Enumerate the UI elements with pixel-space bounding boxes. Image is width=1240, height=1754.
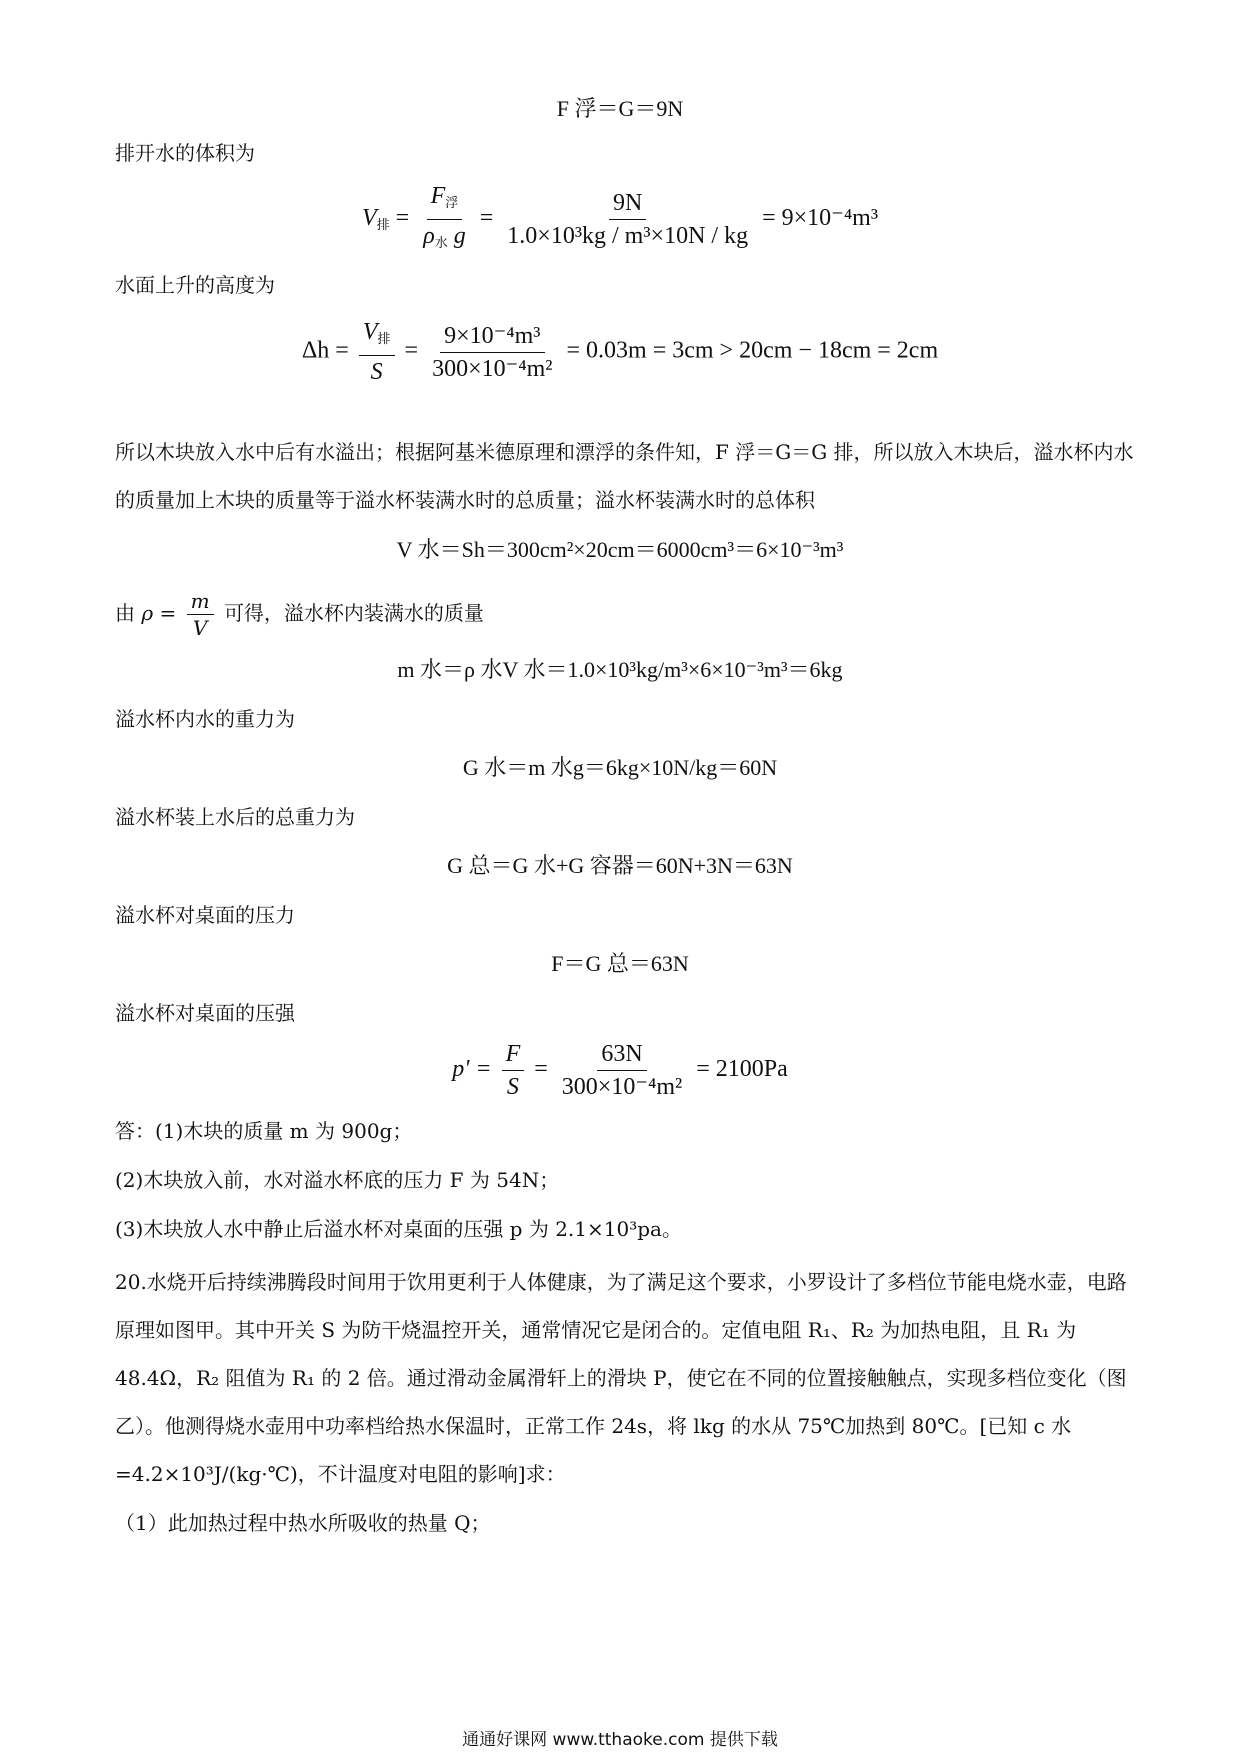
answer-1: 答：(1)木块的质量 m 为 900g； — [115, 1119, 413, 1143]
eq-p-frac1-num: F — [502, 1040, 525, 1071]
formula-buoyancy: F 浮＝G＝9N — [556, 96, 684, 121]
text-total-weight: 溢水杯装上水后的总重力为 — [115, 805, 355, 829]
formula-water-mass: m 水＝ρ 水V 水＝1.0×10³kg/m³×6×10⁻³m³＝6kg — [397, 657, 843, 682]
formula-total-volume: V 水＝Sh＝300cm²×20cm＝6000cm³＝6×10⁻³m³ — [396, 537, 844, 562]
eq-h-frac1-den: S — [370, 359, 383, 385]
rho-frac-num: m — [187, 590, 214, 615]
eq-h-frac1-num-sub: 排 — [377, 331, 391, 346]
eq-p-frac2-num: 63N — [597, 1040, 646, 1071]
eq-v-frac2-num: 9N — [609, 189, 646, 220]
equation-displaced-volume: $V_排$ = $\frac{F_浮}{\rho_水 g}$ = $\frac{9N}{\text{1.0×10³kg / m³×10N / kg}}$ = 9×10⁻⁴m³ — [0, 182, 1240, 257]
eq-p-lhs: p' = — [452, 1056, 492, 1083]
eq-h-lhs: Δh = — [301, 337, 349, 364]
footer-source: 通通好课网 www.tthaoke.com 提供下载 — [462, 1730, 778, 1750]
eq-v-frac1-num-sub: 浮 — [445, 195, 459, 210]
answer-2: (2)木块放入前，水对溢水杯底的压力 F 为 54N； — [115, 1168, 560, 1192]
eq-p-frac1 — [502, 1040, 525, 1101]
eq-p-result: = 2100Pa — [696, 1056, 788, 1083]
eq-v-frac1-den: ρ — [423, 223, 435, 249]
eq-p-frac1-den: S — [506, 1074, 519, 1100]
text-water-rise: 水面上升的高度为 — [115, 273, 275, 297]
text-displaced-volume: 排开水的体积为 — [115, 141, 255, 165]
text-pressure-force: 溢水杯对桌面的压力 — [115, 903, 295, 927]
formula-pressure-force: F＝G 总＝63N — [551, 951, 689, 976]
paragraph-overflow-reasoning: 所以木块放入水中后有水溢出；根据阿基米德原理和漂浮的条件知，F 浮＝G＝G 排，所以放入木块后，溢水杯内水的质量加上木块的质量等于溢水杯装满水时的总质量；溢水杯装满水时的总体积 — [115, 440, 1134, 512]
eq-p-frac2-den: 300×10⁻⁴m² — [561, 1074, 683, 1100]
text-water-weight: 溢水杯内水的重力为 — [115, 707, 295, 731]
rho-suffix: 可得，溢水杯内装满水的质量 — [223, 601, 484, 625]
eq-v-lhs: V — [361, 205, 377, 232]
eq-v-result: = 9×10⁻⁴m³ — [762, 205, 879, 232]
rho-fraction — [187, 590, 214, 639]
eq-h-frac1-num: V — [362, 319, 378, 345]
eq-v-frac1 — [419, 182, 470, 257]
eq-v-frac1-den-g: g — [453, 223, 466, 249]
question-20: 20.水烧开后持续沸腾段时间用于饮用更利于人体健康，为了满足这个要求，小罗设计了多档位节能电烧水壶，电路原理如图甲。其中开关 S 为防干烧温控开关，通常情况它是闭合的。定值电阻 R₁、R₂ 为加热电阻，且 R₁ 为 48.4Ω，R₂ 阻值为 R₁ 的 2 倍。通过滑动金属滑轩上的滑块 P，使它在不同的位置接触触点，实现多档位变化（图乙）。他测得烧水壶用中功率档给热水保温时，正常工作 24s，将 lkg 的水从 75℃加热到 80℃。[已知 c 水=4.2×10³J/(kg·℃)，不计温度对电阻的影响]求： — [115, 1270, 1127, 1486]
answer-3: (3)木块放人水中静止后溢水杯对桌面的压强 p 为 2.1×10³pa。 — [115, 1217, 682, 1241]
eq-h-result: = 0.03m = 3cm > 20cm − 18cm = 2cm — [566, 337, 939, 364]
eq-h-frac2-den: 300×10⁻⁴m² — [432, 355, 553, 382]
eq-p-frac2 — [558, 1040, 686, 1101]
eq-v-frac1-num: F — [430, 183, 446, 209]
text-pressure: 溢水杯对桌面的压强 — [115, 1001, 295, 1025]
formula-water-weight: G 水＝m 水g＝6kg×10N/kg＝60N — [462, 755, 778, 780]
eq-h-frac2-num: 9×10⁻⁴m³ — [440, 322, 544, 353]
eq-h-frac1 — [359, 318, 395, 386]
text-density-mass: 由 ρ = $\frac{m}{V}$ 可得，溢水杯内装满水的质量 — [115, 589, 484, 640]
eq-v-frac2-den: 1.0×10³kg / m³×10N / kg — [507, 223, 749, 249]
rho-prefix: 由 — [115, 601, 135, 625]
equation-pressure: p' = $\frac{F}{S}$ = $\frac{63N}{\text{300×10⁻⁴m²}}$ = 2100Pa — [452, 1041, 788, 1100]
eq-h-frac2 — [428, 322, 556, 383]
equation-water-rise: Δh = $\frac{V_排}{S}$ = $\frac{\text{9×10⁻⁴m³}}{\text{300×10⁻⁴m²}}$ = 0.03m = 3cm > 20cm − 18cm = 2cm — [301, 319, 939, 385]
rho-frac-den: V — [192, 616, 208, 640]
formula-total-weight: G 总＝G 水+G 容器＝60N+3N＝63N — [447, 853, 793, 878]
question-20-part-1: （1）此加热过程中热水所吸收的热量 Q； — [115, 1511, 491, 1535]
eq-v-frac1-den-sub: 水 — [434, 235, 448, 250]
eq-v-lhs-sub: 排 — [376, 217, 390, 233]
eq-v-frac2 — [503, 189, 752, 250]
